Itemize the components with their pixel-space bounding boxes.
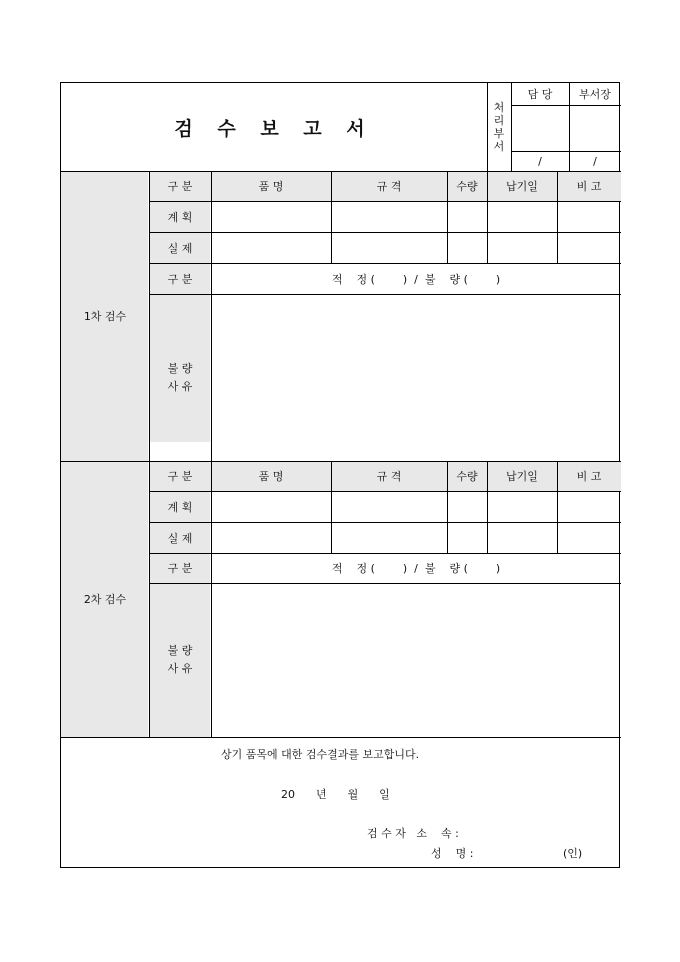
defect-reason-field[interactable] <box>211 583 621 737</box>
col-header-quantity: 수량 <box>456 470 478 483</box>
approval-char: 서 <box>493 140 505 153</box>
approval-side-label <box>487 83 511 171</box>
approval-char: 리 <box>493 114 505 127</box>
col-header-category: 구 분 <box>167 470 193 483</box>
judgment-text[interactable]: 적 정 ( ) / 불 량 ( ) <box>331 562 501 575</box>
row-label-plan: 계 획 <box>167 500 193 514</box>
col-header-spec: 규 격 <box>376 470 402 483</box>
approval-sign-head[interactable] <box>569 105 621 151</box>
section-label: 2차 검수 <box>83 593 127 606</box>
judgment-label: 구 분 <box>167 562 193 575</box>
defect-reason-line1: 불 량 <box>167 361 193 375</box>
report-statement: 상기 품목에 대한 검수결과를 보고합니다. <box>221 748 420 761</box>
col-header-remarks: 비 고 <box>576 470 602 483</box>
inspector-name-label: 성 명 : <box>431 847 474 860</box>
col-header-spec: 규 격 <box>376 180 402 193</box>
approval-date-head[interactable]: / <box>593 154 597 168</box>
defect-reason-line2: 사 유 <box>167 379 193 393</box>
page-title: 검 수 보 고 서 <box>174 117 374 140</box>
col-header-item-name: 품 명 <box>258 470 284 483</box>
inspector-affiliation-label: 검 수 자 소 속 : <box>367 827 459 840</box>
judgment-label: 구 분 <box>167 272 193 286</box>
defect-reason-line1: 불 량 <box>167 644 193 657</box>
inspection-report-form <box>60 82 620 868</box>
defect-reason-field[interactable] <box>211 294 621 461</box>
approval-sign-manager[interactable] <box>511 105 569 151</box>
seal-mark: (인) <box>563 847 583 860</box>
row-label-actual: 실 제 <box>167 531 193 545</box>
col-header-due-date: 납기일 <box>506 180 538 193</box>
approval-header-manager: 담 당 <box>527 88 553 101</box>
defect-reason-line2: 사 유 <box>167 662 193 675</box>
report-date-line[interactable]: 20 년 월 일 <box>281 788 390 801</box>
section-label: 1차 검수 <box>83 310 127 323</box>
approval-date-manager[interactable]: / <box>538 154 542 168</box>
defect-reason-label <box>149 294 211 461</box>
row-label-plan: 계 획 <box>167 210 193 224</box>
judgment-text[interactable]: 적 정 ( ) / 불 량 ( ) <box>331 272 501 286</box>
col-header-quantity: 수량 <box>456 180 478 193</box>
row-label-actual: 실 제 <box>167 241 193 255</box>
approval-char: 부 <box>493 127 505 140</box>
col-header-item-name: 품 명 <box>258 180 284 193</box>
col-header-category: 구 분 <box>167 180 193 193</box>
col-header-remarks: 비 고 <box>576 180 602 193</box>
approval-char: 처 <box>493 101 505 114</box>
defect-reason-label <box>149 583 211 737</box>
col-header-due-date: 납기일 <box>506 470 538 483</box>
approval-header-head: 부서장 <box>579 88 611 101</box>
